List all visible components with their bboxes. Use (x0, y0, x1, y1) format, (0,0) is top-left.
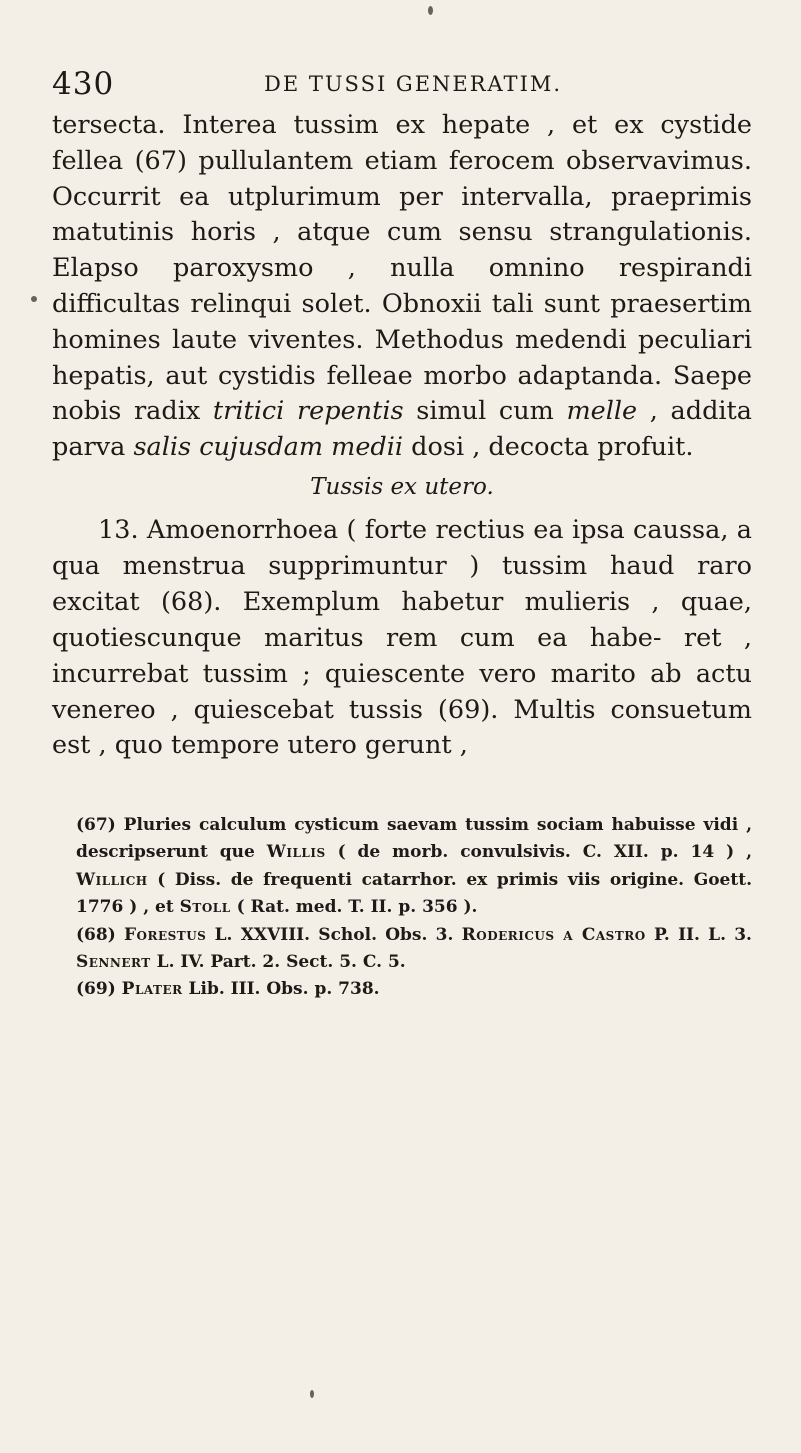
footnote-68 (76, 922, 752, 977)
paragraph-1-text-d: dosi , decocta profuit. (403, 432, 694, 463)
page-number: 430 (52, 66, 115, 102)
body-text-paragraph-1 (52, 108, 752, 466)
footnote-67-author-stoll: Stoll (179, 897, 231, 918)
footnote-68-text-d: L. IV. Part. 2. Sect. 5. C. 5. (150, 952, 406, 973)
footnote-69-text-a: (69) (76, 979, 122, 1000)
footnote-68-text-c: P. II. L. 3. (645, 924, 752, 945)
footnote-67-text-b: ( de morb. convulsivis. C. XII. p. 14 ) , (325, 842, 752, 863)
footnote-67 (76, 812, 752, 922)
paragraph-1-text-a: tersecta. Interea tussim ex hepate , et ex cystide fellea (67) pullulantem etiam ferocem observavimus. Occurrit ea utplurimum per intervalla, praeprimis matutinis horis , atque cum sensu strangulationis. Elapso paroxysmo , nulla omnino respirandi difficultas relinqui solet. Obnoxii tali sunt praesertim homines laute viventes. Methodus medendi peculiari hepatis, aut cystidis felleae morbo adaptanda. Saepe nobis radix (52, 110, 752, 427)
footnote-68-text-a: (68) (76, 924, 124, 945)
footnote-67-text-c: ( Diss. de frequenti catarrhor. ex primis viis origine. Goett. 1776 ) , et (76, 869, 752, 918)
paragraph-1-text-c: , addita parva (52, 396, 753, 463)
footnote-67-author-willis: Willis (266, 842, 326, 863)
body-text-paragraph-2 (52, 513, 752, 764)
footnote-67-text-a: (67) Pluries calculum cysticum saevam tussim sociam habuisse vidi , descripserunt que (76, 815, 752, 863)
paragraph-2: 13. Amoenorrhoea ( forte rectius ea ipsa caussa, a qua menstrua supprimuntur ) tussim haud raro excitat (68). Exemplum habetur mulieris , quae, quotiescunque maritus rem cum ea habe- ret , incurrebat tussim ; quiescente vero marito ab actu venereo , quiescebat tussis (69). Multis consuetum est , quo tempore utero gerunt , (52, 515, 752, 761)
paragraph-1 (52, 108, 752, 466)
paper-speck-bottom (310, 1390, 314, 1398)
paragraph-1-italic-melle: melle (566, 396, 638, 427)
footnotes (76, 812, 752, 1004)
footnote-68-author-forestus: Forestus (123, 924, 207, 945)
running-title: DE TUSSI GENERATIM. (264, 72, 563, 96)
footnote-68-author-sennert: Sennert (76, 952, 151, 973)
footnote-69 (76, 976, 752, 1003)
footnote-67-text-d: ( Rat. med. T. II. p. 356 ). (230, 897, 478, 918)
section-heading: Tussis ex utero. (310, 474, 494, 500)
paragraph-1-text-b: simul cum (403, 396, 567, 427)
paper-speck-top (428, 6, 433, 15)
footnote-68-text-b: L. XXVIII. Schol. Obs. 3. (206, 924, 462, 945)
paragraph-1-italic-salis: salis cujusdam medii (133, 432, 404, 463)
footnote-67-author-willich: Willich (76, 869, 148, 890)
paragraph-1-italic-tritici-repentis: tritici repentis (212, 396, 404, 427)
footnote-69-text-b: Lib. III. Obs. p. 738. (182, 979, 380, 1000)
paper-speck-margin (31, 296, 37, 302)
running-head (52, 66, 752, 106)
footnote-68-author-rodericus: Rodericus a Castro (461, 924, 646, 945)
footnote-69-author-plater: Plater (121, 979, 183, 1000)
